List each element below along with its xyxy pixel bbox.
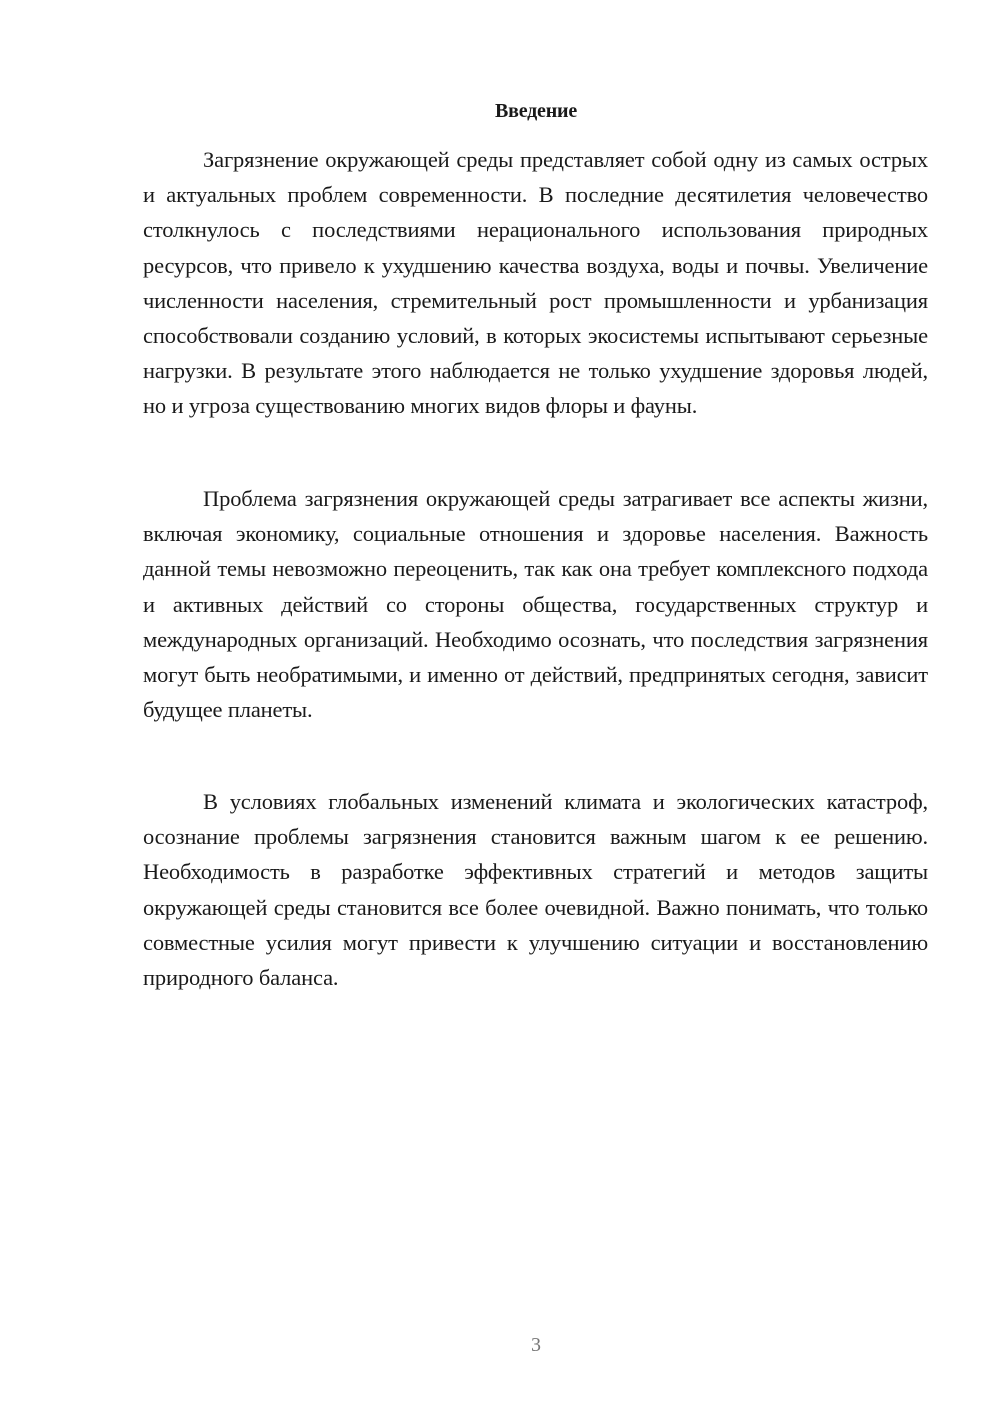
- section-title: Введение: [494, 100, 578, 122]
- page-number: 3: [531, 1334, 541, 1356]
- paragraph-3: В условиях глобальных изменений климата и экологических катастроф, осознание проблемы загрязнения становится важным шагом к ее решению. Необходимость в разработке эффективных стратегий и методов защиты окружающей среды становится все более очевидной. Важно понимать, что только совместные усилия могут привести к улучшению ситуации и восстановлению природного баланса.: [143, 789, 928, 991]
- paragraph-1: Загрязнение окружающей среды представляет собой одну из самых острых и актуальных проблем современности. В последние десятилетия человечество столкнулось с последствиями нерационального использования природных ресурсов, что привело к ухудшению качества воздуха, воды и почвы. Увеличение численности населения, стремительный рост промышленности и урбанизация способствовали созданию условий, в которых экосистемы испытывают серьезные нагрузки. В результате этого наблюдается не только ухудшение здоровья людей, но и угроза существованию многих видов флоры и фауны.: [143, 147, 928, 419]
- paragraph-2: Проблема загрязнения окружающей среды затрагивает все аспекты жизни, включая экономику, социальные отношения и здоровье населения. Важность данной темы невозможно переоценить, так как она требует комплексного подхода и активных действий со стороны общества, государственных структур и международных организаций. Необходимо осознать, что последствия загрязнения могут быть необратимыми, и именно от действий, предпринятых сегодня, зависит будущее планеты.: [143, 486, 928, 723]
